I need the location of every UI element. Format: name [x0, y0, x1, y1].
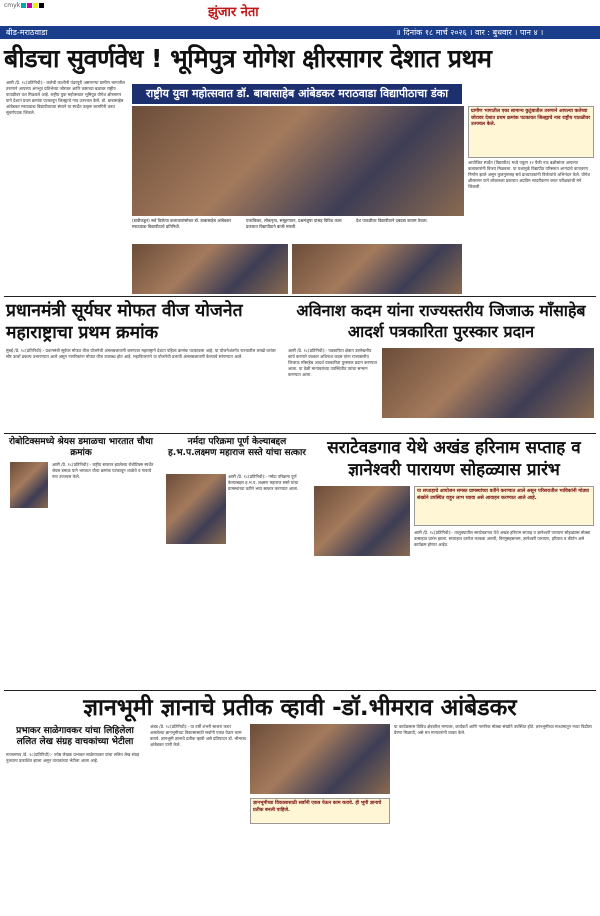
lead-headline: बीडचा सुवर्णवेध ! भूमिपुत्र योगेश क्षीरसागर देशात प्रथम [4, 44, 492, 73]
divider [4, 296, 596, 297]
story7-photo [250, 724, 390, 794]
story3-photo [382, 348, 594, 418]
lead-photo [132, 106, 464, 216]
lead-photo-3 [292, 244, 462, 294]
story5-headline: नर्मदा परिक्रमा पूर्ण केल्याबद्दल ह.भ.प.लक्ष्मण महाराज सस्ते यांचा सत्कार [168, 437, 306, 458]
lead-banner: राष्ट्रीय युवा महोत्सवात डॉ. बाबासाहेब आंबेडकर मराठवाडा विद्यापीठाचा डंका [132, 84, 462, 104]
lead-caption-mid: एकांकिका, लोकनृत्य, समूहगायन, प्रश्नमंजुषा यांसह विविध कला प्रकारात विद्यापीठाने बाजी मारली. [246, 218, 342, 229]
divider [4, 690, 596, 691]
story7-body-2: या कार्यक्रमास विविध क्षेत्रातील मान्यवर, कार्यकर्ते आणि नागरिक मोठ्या संख्येने उपस्थित होते. ज्ञानभूमीच्या माध्यमातून नव्या पिढीला प्रेरणा मिळावी, असे मत मान्यवरांनी व्यक्त केले. [394, 724, 592, 735]
story6-body: आष्टी /प्रे. १८(प्रतिनिधी):- तालुक्यातील सराटेवडगाव येथे अखंड हरिनाम सप्ताह व ज्ञानेश्वरी पारायण सोहळ्यास मोठ्या उत्साहात प्रारंभ झाला. सप्ताहात दररोज काकडा आरती, विष्णुसहस्रनाम, ज्ञानेश्वरी पारायण, हरिपाठ व कीर्तन असे कार्यक्रम होणार आहेत. [414, 530, 591, 547]
divider [4, 433, 596, 434]
lead-caption-right: देश पातळीवर विद्यापीठाने दबदबा कायम ठेवला. [356, 218, 428, 223]
story6-photo [314, 486, 410, 556]
lead-col-left: आष्टी /प्रे. १८(प्रतिनिधी):- कलेची काशीनी पंढरपूरी असणाऱ्या ग्रामीण भागातील तरुणाने आपल्या अंगभूत प्रतिभेच्या जोरावर आणि कष्टाच्या बळावर राष्ट्रीय पातळीवर यश मिळवले आहे. राष्ट्रीय युवा महोत्सवात भूमिपुत्र योगेश क्षीरसागर याने देशात प्रथम क्रमांक पटकावून जिल्ह्याचे नाव उज्ज्वल केले. डॉ. बाबासाहेब आंबेडकर मराठवाडा विद्यापीठाच्या संघाने या स्पर्धेत उत्कृष्ट कामगिरी करत सुवर्णपदक जिंकले. [6, 80, 125, 115]
story6-headline: सराटेवडगाव येथे अखंड हरिनाम सप्ताह व ज्ञानेश्वरी पारायण सोहळ्यास प्रारंभ [327, 438, 581, 480]
lead-caption-left: (डावीकडून) सर्व विजेत्या कलाकारांसोबत डॉ. बाबासाहेब आंबेडकर मराठवाडा विद्यापीठाचे प्रतिनिधी. [132, 218, 232, 229]
story5-photo [166, 474, 226, 544]
story4-headline: रोबोटिक्समध्ये श्रेयस डमाळचा भारतात चौथा क्रमांक [9, 437, 153, 458]
lead-photo-2 [132, 244, 288, 294]
story8-body: माजलगाव /प्रे. १८(प्रतिनिधी):- ज्येष्ठ लेखक प्रभाकर साळेगावकर यांचा ललित लेख संग्रह नुकताच प्रकाशित झाला असून वाचकांच्या भेटीला आला आहे. [6, 752, 140, 763]
dateline: ॥ दिनांक १८ मार्च २०२६ । वार : बुधवार । पान ४ । [396, 28, 544, 37]
story5-body: आष्टी /प्रे. १८(प्रतिनिधी):- नर्मदा परिक्रमा पूर्ण केल्याबद्दल ह.भ.प. लक्ष्मण महाराज सस्ते यांचा ग्रामस्थांच्या वतीने भव्य सत्कार करण्यात आला. [228, 474, 299, 491]
page-footer [0, 905, 600, 916]
story2-headline: प्रधानमंत्री सूर्यघर मोफत वीज योजनेत महाराष्ट्राचा प्रथम क्रमांक [6, 301, 243, 343]
lead-col-right: आयोजित स्पर्धेत (विद्यापीठ) मध्ये एकूण १२ पैकी नऊ बक्षीसांवर आपल्या कलाकारांनी विजय मिळवला. या यशामुळे विद्यापीठ परिसरात आनंदाचे वातावरण निर्माण झाले असून कुलगुरूंसह सर्व प्राध्यापकांनी विजेत्यांचे अभिनंदन केले. योगेश क्षीरसागर याने लोककला प्रकारात अप्रतिम सादरीकरण करत परीक्षकांची मने जिंकली. [468, 160, 591, 189]
cmyk-marks [4, 2, 44, 9]
story3-headline: अविनाश कदम यांना राज्यस्तरीय जिजाऊ माँसाहेब आदर्श पत्रकारिता पुरस्कार प्रदान [296, 301, 586, 341]
story7-headline: ज्ञानभूमी ज्ञानाचे प्रतीक व्हावी -डॉ.भीमराव आंबेडकर [83, 695, 517, 721]
cmyk-label: cmyk [4, 2, 21, 9]
story3-body: आष्टी /प्रे. १८(प्रतिनिधी):- पत्रकारिता क्षेत्रात उल्लेखनीय कार्य करणारे पत्रकार अविनाश कदम यांना राज्यस्तरीय जिजाऊ माँसाहेब आदर्श पत्रकारिता पुरस्कार प्रदान करण्यात आला. या वेळी मान्यवरांच्या उपस्थितीत त्यांचा सन्मान करण्यात आला. [288, 348, 377, 377]
story4-body: आष्टी /प्रे. १८(प्रतिनिधी):- राष्ट्रीय स्तरावर झालेल्या रोबोटिक्स स्पर्धेत श्रेयस डमाळ याने भारतात चौथा क्रमांक पटकावून शाळेचे व गावाचे नाव उज्ज्वल केले. [52, 462, 154, 479]
lead-highlight: ग्रामीण भागातील एका सामान्य कुटुंबातील तरुणाने आपल्या कलेच्या जोरावर देशात प्रथम क्रमांक पटकावत जिल्ह्याचे नाव राष्ट्रीय पातळीवर उज्ज्वल केले. [468, 106, 594, 158]
story7-highlight: ज्ञानभूमीच्या विकासासाठी सर्वांनी एकत्र येऊन काम करावे. ही भूमी ज्ञानाचे प्रतीक बनली पाहिजे. [250, 798, 390, 824]
story2-body: मुंबई /प्रे. १८(प्रतिनिधी):- प्रधानमंत्री सूर्यघर मोफत वीज योजनेची अंमलबजावणी करण्यात महाराष्ट्राने देशात पहिला क्रमांक पटकावला आहे. या योजनेअंतर्गत राज्यातील लाखो घरांवर सौर ऊर्जा प्रकल्प उभारण्यात आले असून नागरिकांना मोफत वीज उपलब्ध होत आहे. महावितरणने या योजनेची प्रभावी अंमलबजावणी केल्याचे सांगण्यात आले. [6, 348, 276, 359]
story4-photo [10, 462, 48, 508]
story7-body: अंबड /प्रे. १८(प्रतिनिधी):- या वर्षी शंभरी साजरा करत असलेल्या ज्ञानभूमीच्या विकासासाठी सर्वांनी एकत्र येऊन काम करावे. ज्ञानभूमी ज्ञानाचे प्रतीक व्हावी असे प्रतिपादन डॉ. भीमराव आंबेडकर यांनी केले. [150, 724, 246, 747]
section-label: बीड-मराठवाडा [6, 28, 48, 37]
story8-headline: प्रभाकर साळेगावकर यांचा लिहिलेला ललित लेख संग्रह वाचकांच्या भेटीला [16, 726, 134, 747]
masthead: झुंजार नेता [208, 5, 259, 20]
story6-highlight: या सप्ताहाचे आयोजन समस्त ग्रामस्थांच्या वतीने करण्यात आले असून परिसरातील भाविकांनी मोठ्या संख्येने उपस्थित राहून लाभ घ्यावा असे आवाहन करण्यात आले आहे. [414, 486, 594, 526]
